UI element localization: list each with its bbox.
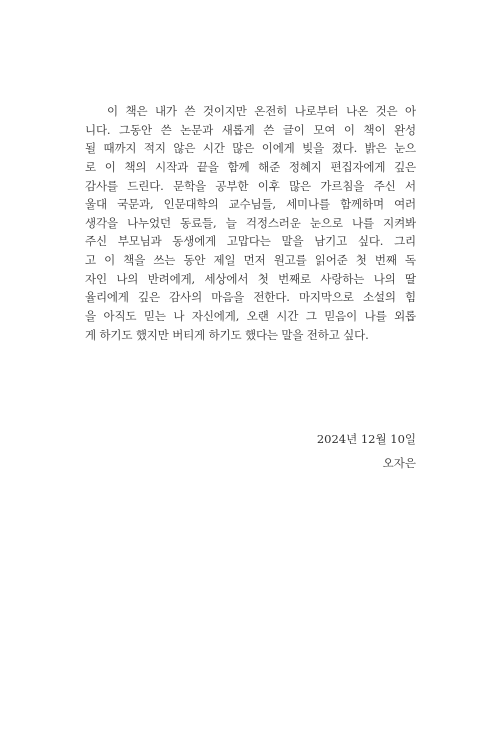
paragraph-line: 로 이 책의 시작과 끝을 함께 해준 정혜지 편집자에게 깊은: [85, 159, 416, 174]
paragraph-line: 감사를 드린다. 문학을 공부한 이후 많은 가르침을 주신 서: [85, 178, 416, 193]
paragraph-line: 자인 나의 반려에게, 세상에서 첫 번째로 사랑하는 나의 딸: [85, 271, 416, 286]
signature-date: 2024년 12월 10일: [316, 432, 416, 446]
paragraph-line: 니다. 그동안 쓴 논문과 새롭게 쓴 글이 모여 이 책이 완성: [85, 122, 416, 137]
paragraph-line: 울대 국문과, 인문대학의 교수님들, 세미나를 함께하며 여러: [85, 197, 416, 212]
paragraph-line: 주신 부모님과 동생에게 고맙다는 말을 남기고 싶다. 그리: [85, 234, 416, 249]
acknowledgment-paragraph: [85, 102, 416, 344]
paragraph-line: 이 책은 내가 쓴 것이지만 온전히 나로부터 나온 것은 아: [107, 104, 416, 118]
paragraph-line: 을 아직도 믿는 나 자신에게, 오랜 시간 그 믿음이 나를 외롭: [85, 309, 416, 324]
paragraph-line: 될 때까지 적지 않은 시간 많은 이에게 빚을 졌다. 밝은 눈으: [85, 141, 416, 156]
paragraph-line: 고 이 책을 쓰는 동안 제일 먼저 원고를 읽어준 첫 번째 독: [85, 253, 416, 268]
signature-author: 오자은: [382, 456, 416, 470]
paragraph-line: 율리에게 깊은 감사의 마음을 전한다. 마지막으로 소설의 힘: [85, 290, 416, 305]
paragraph-line: 생각을 나누었던 동료들, 늘 걱정스러운 눈으로 나를 지켜봐: [85, 215, 416, 230]
paragraph-line: 게 하기도 했지만 버티게 하기도 했다는 말을 전하고 싶다.: [85, 327, 369, 342]
